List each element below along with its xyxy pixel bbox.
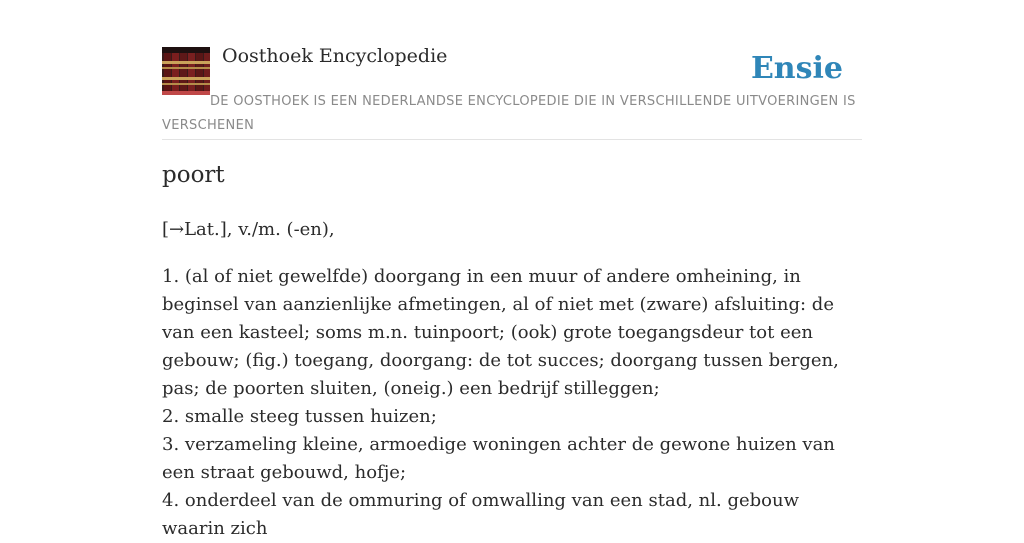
header [162, 0, 862, 140]
source-description: DE OOSTHOEK IS EEN NEDERLANDSE ENCYCLOPEDIE DIE IN VERSCHILLENDE UITVOERINGEN IS VERSCHENEN [162, 94, 856, 133]
page [162, 0, 862, 539]
source-title[interactable]: Oosthoek Encyclopedie [222, 45, 448, 67]
entry-grammar: [→Lat.], v./m. (-en), [162, 219, 335, 240]
entry-title: poort [162, 162, 225, 188]
entry-definitions [162, 263, 862, 543]
definition-item: 1. (al of niet gewelfde) doorgang in een muur of andere omheining, in beginsel van aanzienlijke afmetingen, al of niet met (zware) afsluiting: de van een kasteel; soms m.n. tuinpoort; (ook) grote toegangsdeur tot een gebouw; (fig.) toegang, doorgang: de tot succes; doorgang tussen bergen, pas; de poorten sluiten, (oneig.) een bedrijf stilleggen; [162, 266, 839, 399]
brand-logo[interactable]: Ensie [750, 51, 843, 86]
encyclopedia-books-icon[interactable] [162, 47, 210, 95]
definition-item: 3. verzameling kleine, armoedige woningen achter de gewone huizen van een straat gebouwd, hofje; [162, 434, 835, 483]
definition-item: 4. onderdeel van de ommuring of omwalling van een stad, nl. gebouw waarin zich [162, 490, 799, 539]
definition-item: 2. smalle steeg tussen huizen; [162, 406, 437, 427]
